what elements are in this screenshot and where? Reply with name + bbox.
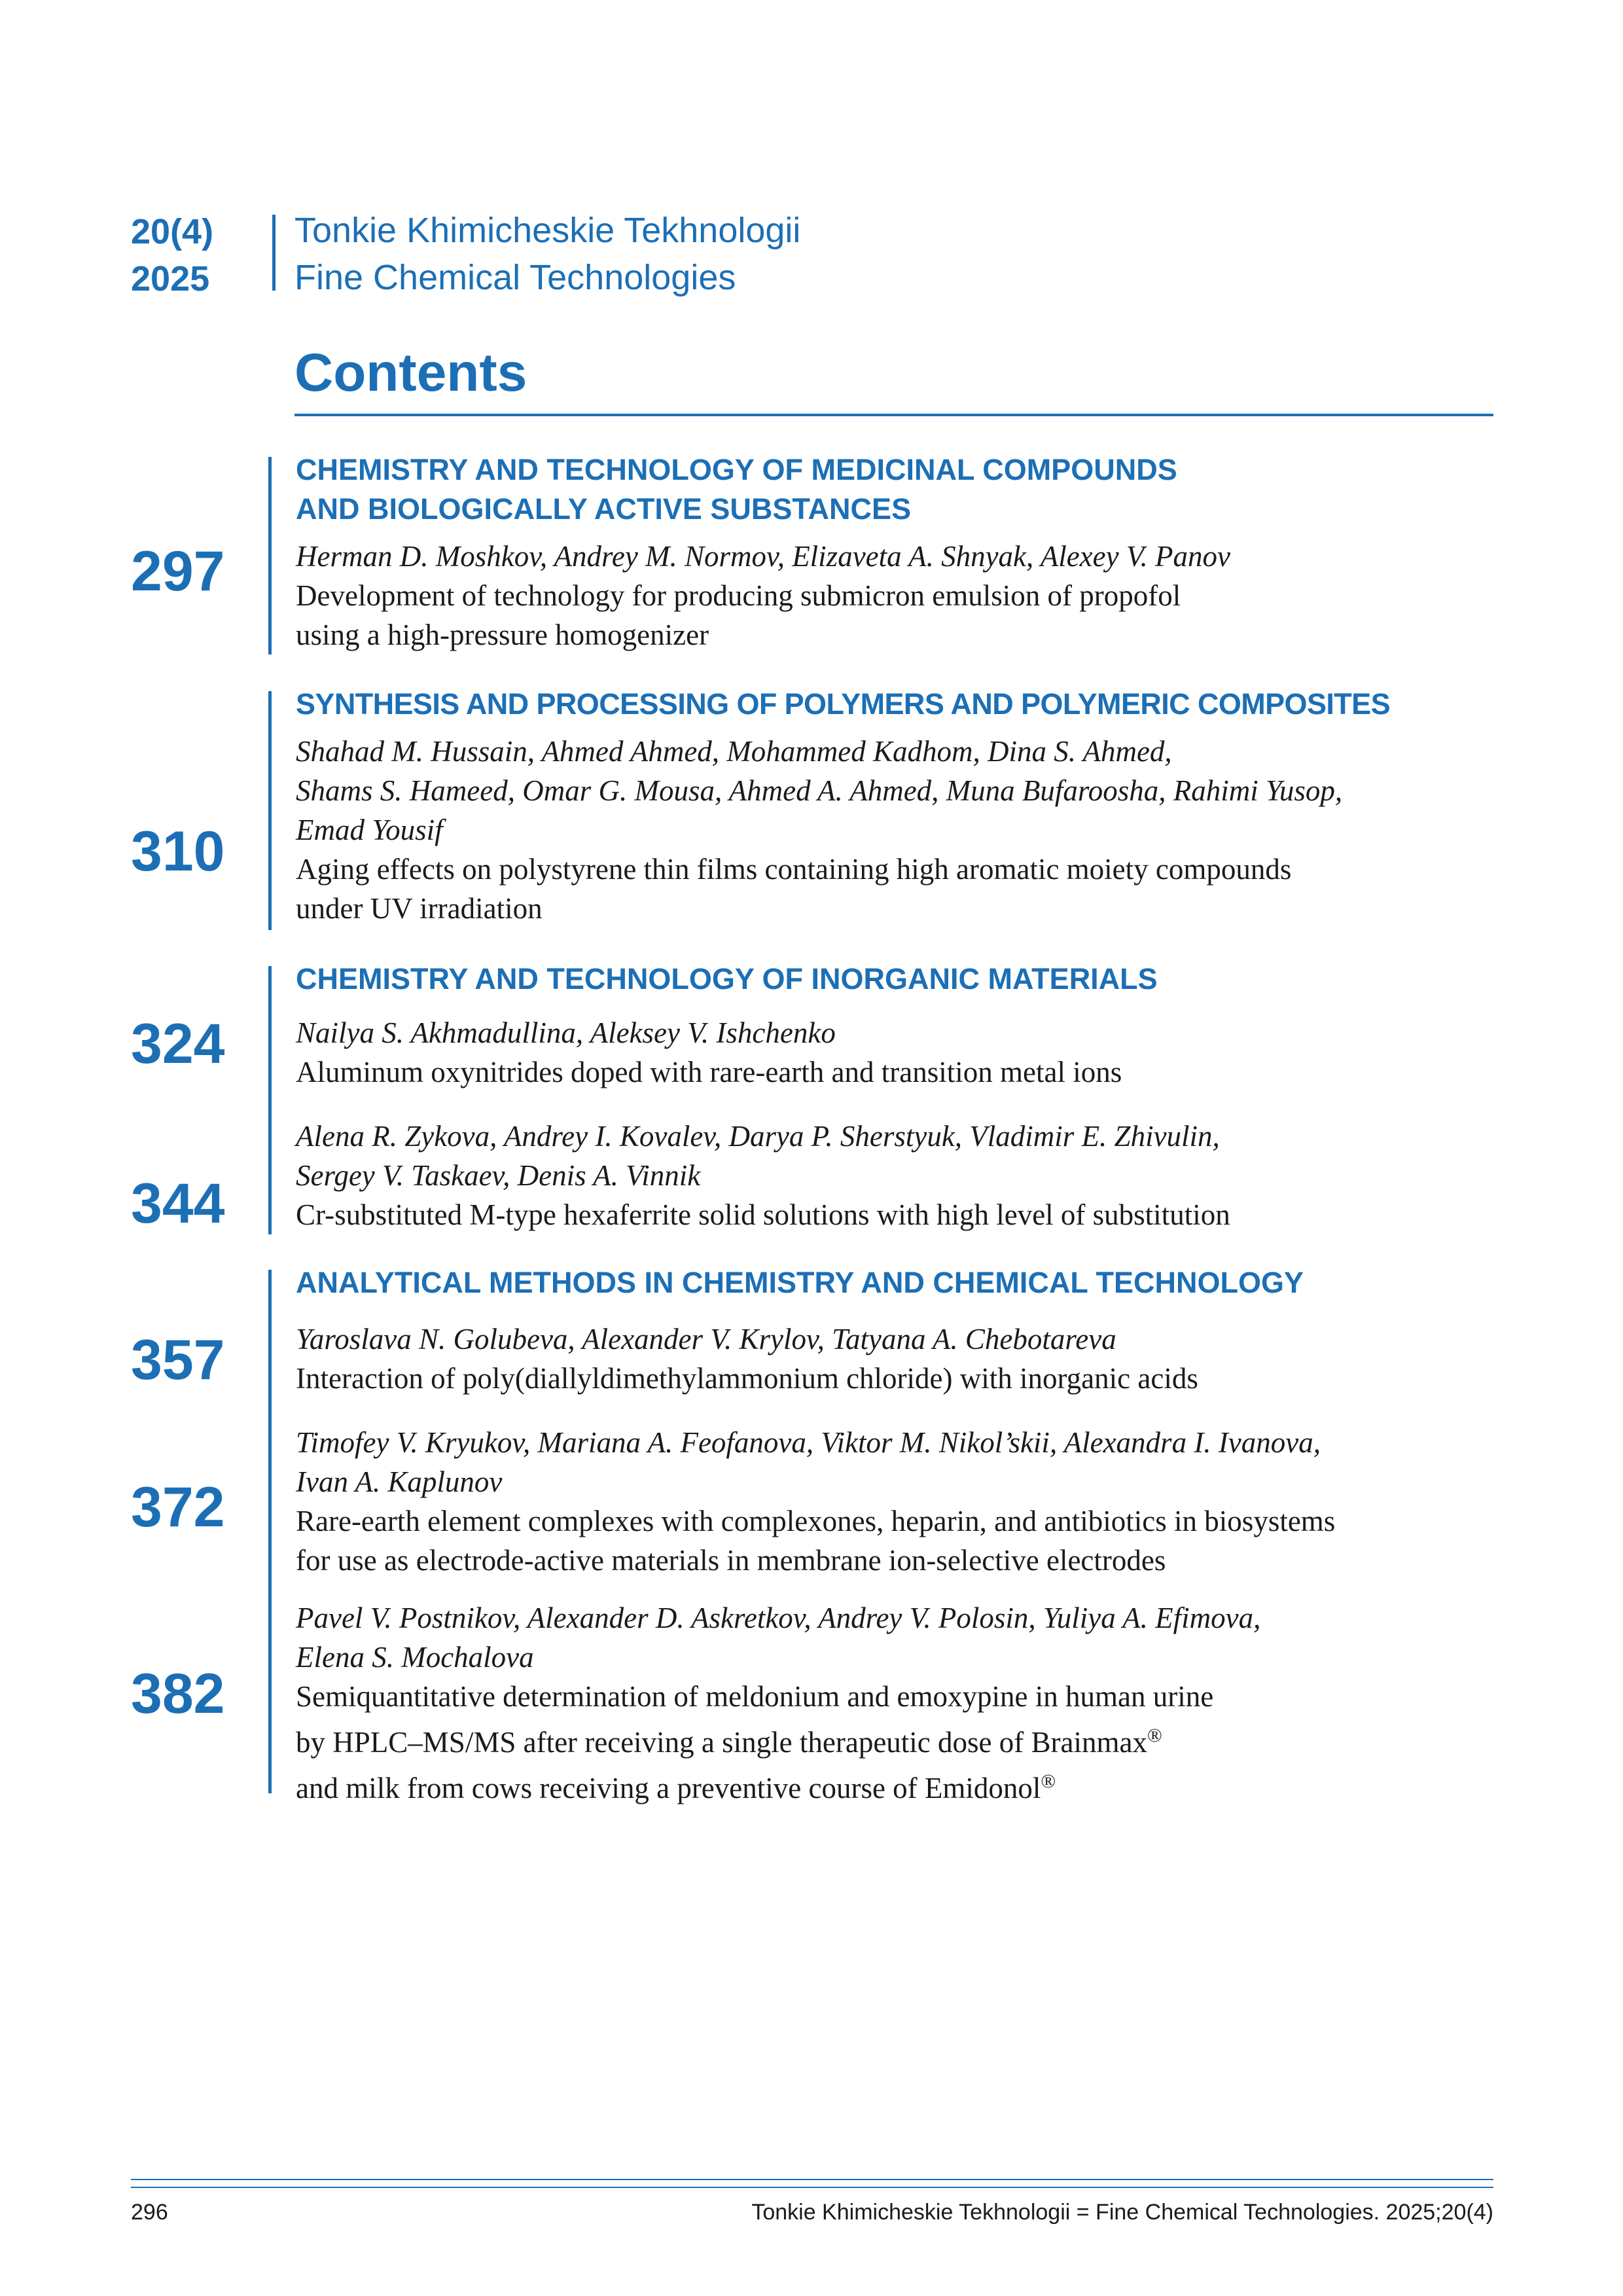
entry-authors: [296, 537, 1230, 576]
entry-title: [296, 1677, 1260, 1808]
author-line: Sergey V. Taskaev, Denis A. Vinnik: [296, 1159, 701, 1192]
toc-entry: [296, 732, 1342, 928]
author-line: Shams S. Hameed, Omar G. Mousa, Ahmed A. Ahmed, Muna Bufaroosha, Rahimi Yusop,: [296, 774, 1343, 807]
title-line: [296, 1762, 1260, 1808]
page-number: 297: [131, 540, 225, 603]
title-line: Cr-substituted M-type hexaferrite solid solutions with high level of substitution: [296, 1198, 1230, 1231]
title-line: Semiquantitative determination of meldonium and emoxypine in human urine: [296, 1680, 1214, 1713]
title-line-text: and milk from cows receiving a preventive course of Emidonol: [296, 1772, 1041, 1804]
title-line: [296, 1716, 1260, 1762]
section-bar: [268, 1270, 272, 1793]
toc-entry: [296, 1013, 1122, 1092]
registered-mark: ®: [1041, 1770, 1056, 1792]
author-line: Herman D. Moshkov, Andrey M. Normov, Elizaveta A. Shnyak, Alexey V. Panov: [296, 540, 1230, 573]
toc-entry: [296, 1117, 1230, 1234]
footer-citation: Tonkie Khimicheskie Tekhnologii = Fine Chemical Technologies. 2025;20(4): [751, 2200, 1493, 2225]
toc-entry: [296, 1423, 1335, 1580]
volume-issue: 20(4): [131, 212, 214, 251]
section-title-line: SYNTHESIS AND PROCESSING OF POLYMERS AND POLYMERIC COMPOSITES: [296, 687, 1390, 721]
entry-authors: [296, 1319, 1198, 1359]
author-line: Yaroslava N. Golubeva, Alexander V. Krylov, Tatyana A. Chebotareva: [296, 1323, 1116, 1355]
toc-entry: [296, 537, 1230, 655]
section-title-line: ANALYTICAL METHODS IN CHEMISTRY AND CHEMICAL TECHNOLOGY: [296, 1266, 1304, 1299]
author-line: Pavel V. Postnikov, Alexander D. Askretkov, Andrey V. Polosin, Yuliya A. Efimova,: [296, 1602, 1261, 1634]
entry-title: [296, 850, 1342, 928]
toc-entry: [296, 1598, 1260, 1808]
page-title: Contents: [294, 343, 527, 403]
entry-title: [296, 576, 1230, 655]
section-bar: [268, 457, 272, 655]
title-line: under UV irradiation: [296, 892, 543, 925]
author-line: Nailya S. Akhmadullina, Aleksey V. Ishchenko: [296, 1016, 836, 1049]
section-title-line: AND BIOLOGICALLY ACTIVE SUBSTANCES: [296, 492, 912, 526]
registered-mark: ®: [1147, 1725, 1162, 1746]
page-number: 382: [131, 1662, 225, 1725]
section-title-line: CHEMISTRY AND TECHNOLOGY OF MEDICINAL COMPOUNDS: [296, 453, 1177, 486]
entry-authors: [296, 1013, 1122, 1052]
title-line: using a high-pressure homogenizer: [296, 619, 709, 651]
entry-title: [296, 1359, 1198, 1398]
title-line: Interaction of poly(diallyldimethylammonium chloride) with inorganic acids: [296, 1362, 1198, 1395]
title-line-text: by HPLC–MS/MS after receiving a single therapeutic dose of Brainmax: [296, 1726, 1147, 1759]
section-bar: [268, 966, 272, 1234]
journal-name-en: Fine Chemical Technologies: [294, 258, 736, 297]
header-divider: [272, 215, 276, 291]
title-rule: [294, 414, 1493, 416]
page-number: 324: [131, 1013, 225, 1075]
page-number: 357: [131, 1329, 225, 1391]
journal-name-ru: Tonkie Khimicheskie Tekhnologii: [294, 211, 801, 250]
toc-entry: [296, 1319, 1198, 1398]
section-title: [296, 1263, 1304, 1302]
title-line: Aging effects on polystyrene thin films containing high aromatic moiety compounds: [296, 853, 1292, 886]
page-number: 344: [131, 1172, 225, 1235]
section-bar: [268, 691, 272, 930]
footer-rule: [131, 2179, 1493, 2180]
entry-authors: [296, 732, 1342, 850]
author-line: Timofey V. Kryukov, Mariana A. Feofanova, Viktor M. Nikol’skii, Alexandra I. Ivanova,: [296, 1426, 1321, 1459]
page-number: 310: [131, 820, 225, 883]
entry-title: [296, 1501, 1335, 1580]
section-title: [296, 685, 1390, 724]
title-line: Development of technology for producing submicron emulsion of propofol: [296, 579, 1181, 612]
section-title: [296, 450, 1177, 529]
page-number: 372: [131, 1476, 225, 1539]
entry-title: [296, 1195, 1230, 1234]
section-title: [296, 960, 1158, 999]
issue-year: 2025: [131, 259, 210, 298]
author-line: Emad Yousif: [296, 814, 443, 846]
section-title-line: CHEMISTRY AND TECHNOLOGY OF INORGANIC MATERIALS: [296, 962, 1158, 996]
entry-authors: [296, 1598, 1260, 1677]
author-line: Ivan A. Kaplunov: [296, 1465, 503, 1498]
author-line: Alena R. Zykova, Andrey I. Kovalev, Darya P. Sherstyuk, Vladimir E. Zhivulin,: [296, 1120, 1220, 1153]
issue-info: [131, 208, 213, 302]
entry-authors: [296, 1423, 1335, 1501]
author-line: Shahad M. Hussain, Ahmed Ahmed, Mohammed Kadhom, Dina S. Ahmed,: [296, 735, 1172, 768]
title-line: for use as electrode-active materials in membrane ion-selective electrodes: [296, 1544, 1166, 1577]
author-line: Elena S. Mochalova: [296, 1641, 534, 1674]
title-line: Aluminum oxynitrides doped with rare-earth and transition metal ions: [296, 1056, 1122, 1088]
journal-names: [294, 207, 800, 301]
footer-page-number: 296: [131, 2200, 168, 2225]
footer-rule: [131, 2187, 1493, 2188]
entry-authors: [296, 1117, 1230, 1195]
title-line: Rare-earth element complexes with complexones, heparin, and antibiotics in biosystems: [296, 1505, 1336, 1537]
entry-title: [296, 1052, 1122, 1092]
